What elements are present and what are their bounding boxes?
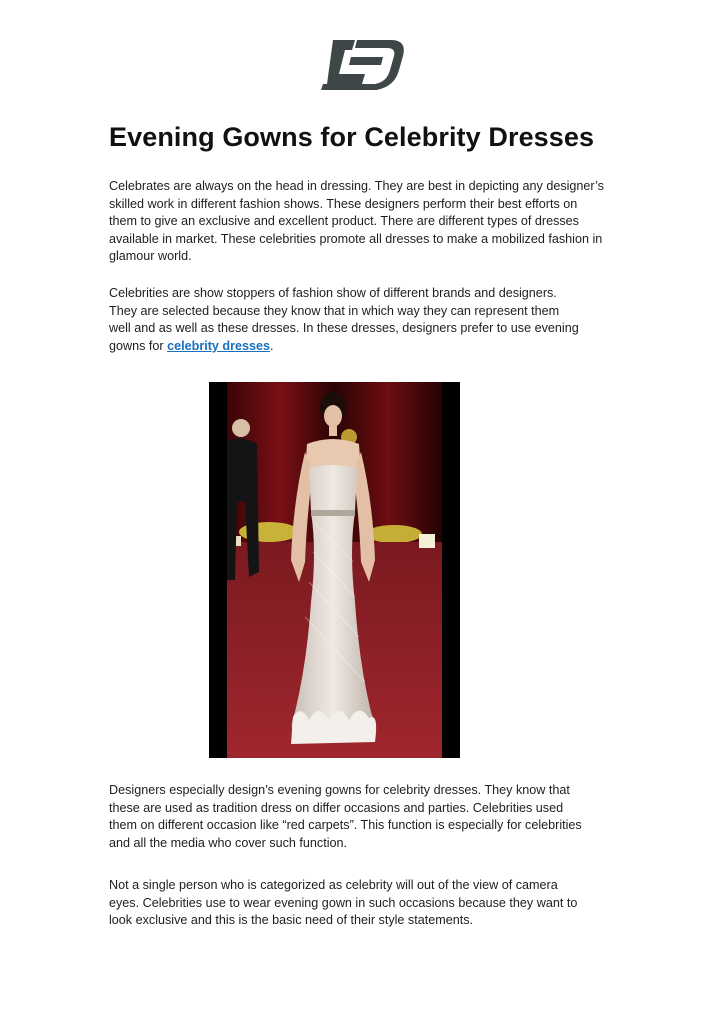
text-line: these are used as tradition dress on differ occasions and parties. Celebrities used xyxy=(109,800,564,815)
text-line: and all the media who cover such function. xyxy=(109,835,348,850)
text-line: skilled work in different fashion shows. These designers perform their best efforts on xyxy=(109,196,578,211)
text-line: Designers especially design’s evening gowns for celebrity dresses. They know that xyxy=(109,783,570,797)
text-line: eyes. Celebrities use to wear evening gown in such occasions because they want to xyxy=(109,895,578,910)
text-line: them on different occasion like “red carpets”. This function is especially for celebrities xyxy=(109,818,582,833)
paragraph-camera xyxy=(109,877,577,930)
page-title: Evening Gowns for Celebrity Dresses xyxy=(109,122,595,152)
text-line: look exclusive and this is the basic need of their style statements. xyxy=(109,913,474,928)
brand-logo xyxy=(317,38,409,94)
text-line: Not a single person who is categorized as celebrity will out of the view of camera xyxy=(109,878,558,892)
text-line xyxy=(109,338,579,356)
paragraph-designers xyxy=(109,782,582,852)
text-line: available in market. These celebrities promote all dresses to make a mobilized fashion in xyxy=(109,231,603,246)
text-line: Celebrities are show stoppers of fashion show of different brands and designers. xyxy=(109,286,557,300)
paragraph-show-stoppers xyxy=(109,285,579,355)
text-fragment: gowns for xyxy=(109,338,168,353)
text-line: well and as well as these dresses. In these dresses, designers prefer to use evening xyxy=(109,321,579,336)
text-line: them to give an exclusive and excellent product. There are different types of dresses xyxy=(109,214,579,229)
text-line: They are selected because they know that in which way they can represent them xyxy=(109,303,560,318)
celebrity-gown-photo xyxy=(209,382,460,758)
paragraph-intro xyxy=(109,178,604,266)
text-line: Celebrates are always on the head in dressing. They are best in depicting any designer’s xyxy=(109,179,604,193)
text-fragment: . xyxy=(270,338,274,353)
celebrity-dresses-link[interactable]: celebrity dresses xyxy=(167,338,271,353)
text-line: glamour world. xyxy=(109,249,192,264)
